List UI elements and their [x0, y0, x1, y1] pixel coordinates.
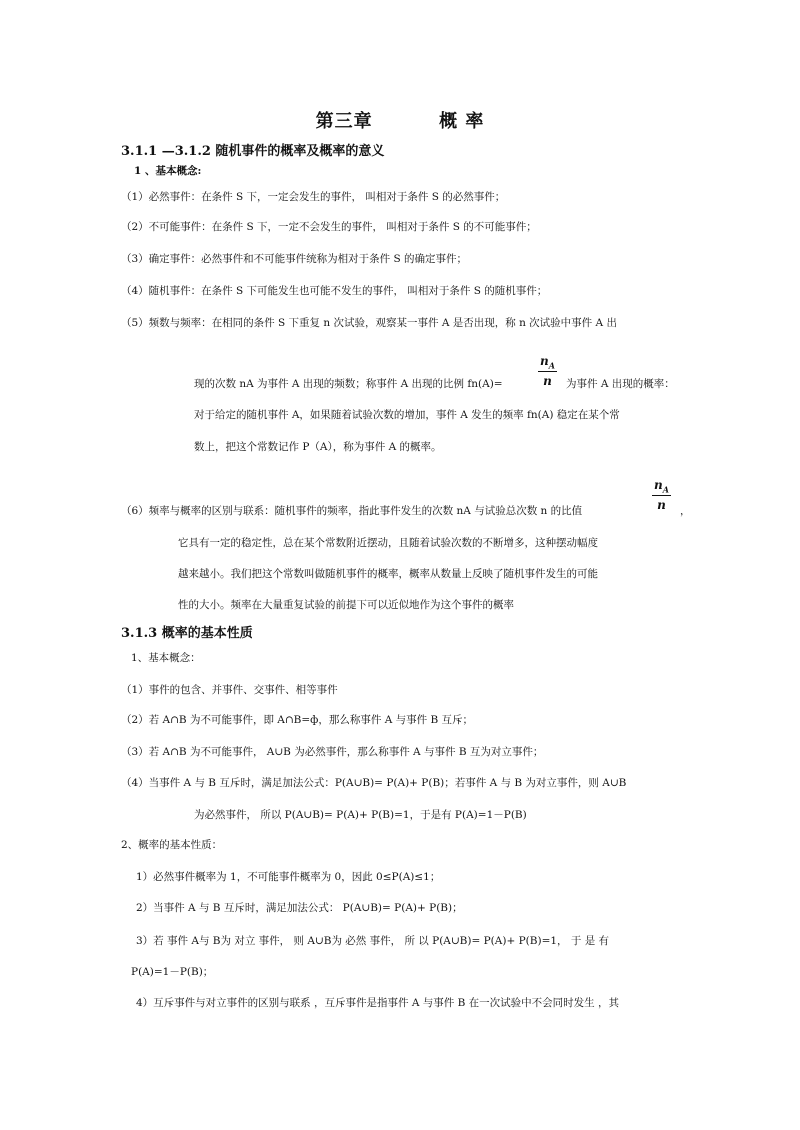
paragraph-line: （2）若 A∩B 为不可能事件，即 A∩B=ф，那么称事件 A 与事件 B 互斥； — [121, 714, 474, 726]
paragraph-line: 4）互斥事件与对立事件的区别与联系 ，互斥事件是指事件 A 与事件 B 在一次试验中不会同时发生 ，其 — [136, 997, 620, 1009]
paragraph-line: 3）若 事件 A与 B为 对立 事件， 则 A∪B为 必然 事件， 所 以 P(A∪B)= P(A)+ P(B)=1， 于 是 有 — [136, 935, 610, 947]
section-heading-2: 3.1.3 概率的基本性质 — [121, 626, 253, 641]
subheading-basic-concepts: 1、基本概念： — [131, 652, 201, 664]
paragraph-line: （4）随机事件：在条件 S 下可能发生也可能不发生的事件， 叫相对于条件 S 的随机事件； — [121, 285, 548, 297]
paragraph-line: 为必然事件， 所以 P(A∪B)= P(A)+ P(B)=1，于是有 P(A)=1－P(B) — [194, 809, 527, 821]
chapter-number: 第三章 — [315, 111, 373, 132]
paragraph-line: 越来越小。我们把这个常数叫做随机事件的概率，概率从数量上反映了随机事件发生的可能 — [178, 568, 598, 580]
paragraph-line: （3）确定事件：必然事件和不可能事件统称为相对于条件 S 的确定事件； — [121, 253, 468, 265]
subheading-basic-concepts: 1 、基本概念: — [134, 165, 202, 177]
paragraph-line: （3）若 A∩B 为不可能事件， A∪B 为必然事件，那么称事件 A 与事件 B 互为对立事件； — [121, 746, 544, 758]
paragraph-line: （5）频数与频率：在相同的条件 S 下重复 n 次试验，观察某一事件 A 是否出现，称 n 次试验中事件 A 出 — [121, 317, 617, 329]
paragraph-line: 2）当事件 A 与 B 互斥时，满足加法公式： P(A∪B)= P(A)+ P(B)； — [136, 902, 463, 914]
paragraph-line: （1）事件的包含、并事件、交事件、相等事件 — [121, 684, 338, 696]
paragraph-line: 对于给定的随机事件 A，如果随着试验次数的增加，事件 A 发生的频率 fn(A) 稳定在某个常 — [194, 409, 620, 421]
paragraph-line: ， — [680, 505, 691, 517]
paragraph-line: 现的次数 nA 为事件 A 出现的频数；称事件 A 出现的比例 fn(A)= — [194, 378, 503, 390]
paragraph-line: P(A)=1－P(B)； — [131, 966, 214, 978]
chapter-name: 概 率 — [439, 111, 485, 132]
paragraph-line: 数上，把这个常数记作 P（A），称为事件 A 的概率。 — [194, 441, 442, 453]
paragraph-line: （1）必然事件：在条件 S 下，一定会发生的事件， 叫相对于条件 S 的必然事件； — [121, 191, 506, 203]
paragraph-line: 性的大小。频率在大量重复试验的前提下可以近似地作为这个事件的概率 — [178, 599, 514, 611]
chapter-title — [0, 107, 800, 133]
paragraph-line: （4）当事件 A 与 B 互斥时，满足加法公式：P(A∪B)= P(A)+ P(B)；若事件 A 与 B 为对立事件，则 A∪B — [121, 777, 627, 789]
subheading-probability-properties: 2、概率的基本性质： — [121, 839, 223, 851]
paragraph-line: 1）必然事件概率为 1，不可能事件概率为 0，因此 0≤P(A)≤1； — [136, 871, 441, 883]
fraction-na-over-n: $\frac{n_A}{n}$ — [540, 354, 555, 389]
paragraph-line: （2）不可能事件：在条件 S 下，一定不会发生的事件， 叫相对于条件 S 的不可能事件； — [121, 221, 537, 233]
fraction-na-over-n: $\frac{n_A}{n}$ — [654, 478, 669, 513]
paragraph-line: 为事件 A 出现的概率： — [566, 378, 675, 390]
paragraph-line: （6）频率与概率的区别与联系：随机事件的频率，指此事件发生的次数 nA 与试验总次数 n 的比值 — [121, 505, 583, 517]
section-heading-1: 3.1.1 —3.1.2 随机事件的概率及概率的意义 — [121, 144, 385, 159]
paragraph-line: 它具有一定的稳定性，总在某个常数附近摆动，且随着试验次数的不断增多，这种摆动幅度 — [178, 537, 598, 549]
